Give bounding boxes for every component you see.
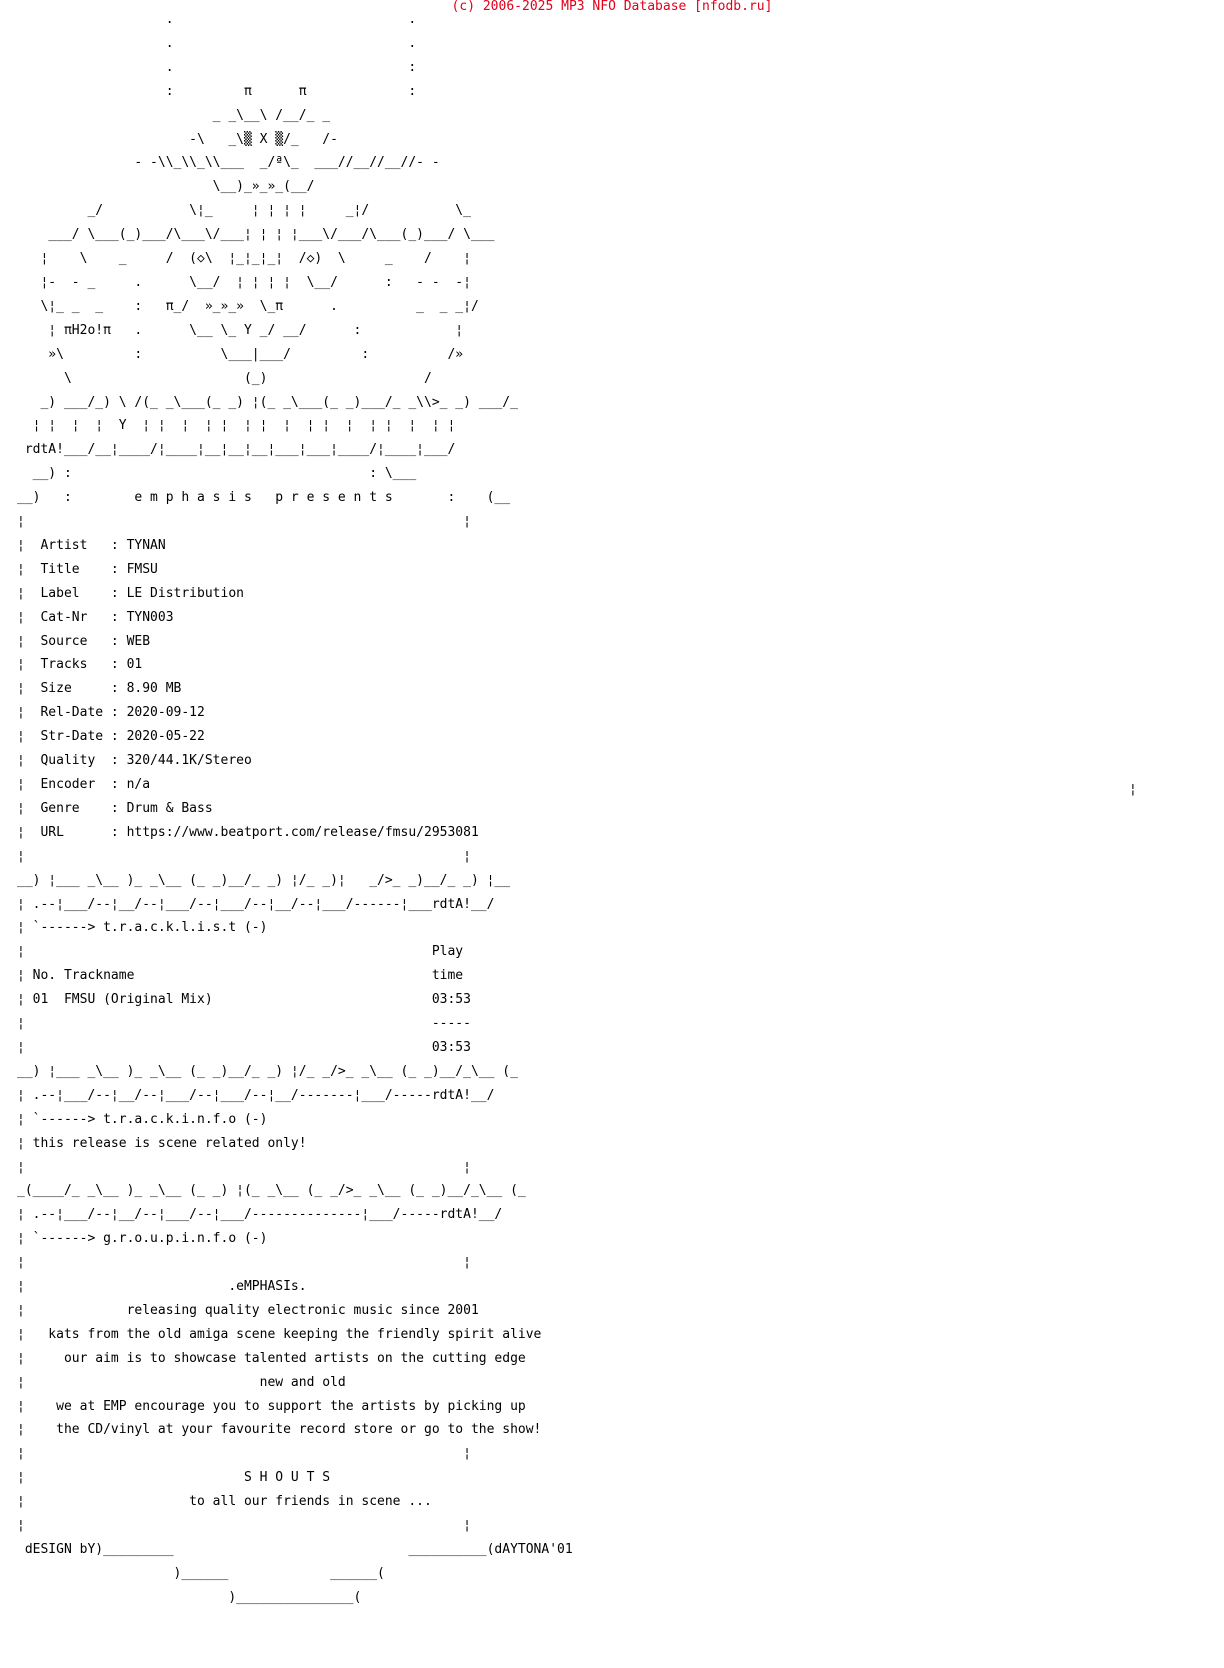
nfo-ascii-art [17, 8, 573, 1610]
site-credit: (c) 2006-2025 MP3 NFO Database [nfodb.ru] [451, 0, 773, 14]
nfo-text: . . . . . : : π π : _ _\__\ /__/_ _ -\ _\▒ X ▒/_ /- - -\\_\\_\\___ _/ª\_ ___//__//__//- - \__)_»_»_(__/ _/ \¦_ ¦ ¦ ¦ ¦ _¦/ \_ ___/ \___(_)___/\___\/___¦ ¦ ¦ ¦___\/___/\___(_)___/ \___ ¦ \ _ / (◇\ ¦_¦_¦_¦ /◇) \ _ / ¦ ¦- - _ . \__/ ¦ ¦ ¦ ¦ \__/ : - - -¦ \¦_ _ _ : π_/ »_»_» \_π . _ _ _¦/ ¦ πH2o!π . \__ \_ Y _/ __/ : ¦ »\ : \___|___/ : /» \ (_) / _) ___/_) \ /(_ _\___(_ _) ¦(_ _\___(_ _)___/_ _\\>_ _) ___/_ ¦ ¦ ¦ ¦ Y ¦ ¦ ¦ ¦ ¦ ¦ ¦ ¦ ¦ ¦ ¦ ¦ ¦ ¦ ¦ ¦ rdtA!___/__¦____/¦____¦__¦__¦__¦___¦___¦____/¦____¦___/ __) : : \___ __) : e m p h a s i s p r e s e n t s : (__ ¦ ¦ ¦ Artist : TYNAN ¦ Title : FMSU ¦ Label : LE Distribution ¦ Cat-Nr : TYN003 ¦ Source : WEB ¦ Tracks : 01 ¦ Size : 8.90 MB ¦ Rel-Date : 2020-09-12 ¦ Str-Date : 2020-05-22 ¦ Quality : 320/44.1K/Stereo ¦ Encoder : n/a ¦ Genre : Drum & Bass ¦ URL : https://www.beatport.com/release/fmsu/2953081 ¦ ¦ __) ¦___ _\__ )_ _\__ (_ _)__/_ _) ¦/_ _)¦ _/>_ _)__/_ _) ¦__ ¦ .--¦___/--¦__/--¦___/--¦___/--¦__/--¦___/------¦___rdtA!__/ ¦ `------> t.r.a.c.k.l.i.s.t (-) ¦ Play ¦ No. Trackname time ¦ 01 FMSU (Original Mix) 03:53 ¦ ----- ¦ 03:53 __) ¦___ _\__ )_ _\__ (_ _)__/_ _) ¦/_ _/>_ _\__ (_ _)__/_\__ (_ ¦ .--¦___/--¦__/--¦___/--¦___/--¦__/-------¦___/-----rdtA!__/ ¦ `------> t.r.a.c.k.i.n.f.o (-) ¦ this release is scene related only! ¦ ¦ _(____/_ _\__ )_ _\__ (_ _) ¦(_ _\__ (_ _/>_ _\__ (_ _)__/_\__ (_ ¦ .--¦___/--¦__/--¦___/--¦___/--------------¦___/-----rdtA!__/ ¦ `------> g.r.o.u.p.i.n.f.o (-) ¦ ¦ ¦ .eMPHASIs. ¦ releasing quality electronic music since 2001 ¦ kats from the old amiga scene keeping the friendly spirit alive ¦ our aim is to showcase talented artists on the cutting edge ¦ new and old ¦ we at EMP encourage you to support the artists by picking up ¦ the CD/vinyl at your favourite record store or go to the show! ¦ ¦ ¦ S H O U T S ¦ to all our friends in scene ... ¦ ¦ dESIGN bY)_________ __________(dAYTONA'01 )______ ______( )_______________( [17, 12, 573, 1605]
stray-mark: ¦ [1129, 782, 1137, 797]
